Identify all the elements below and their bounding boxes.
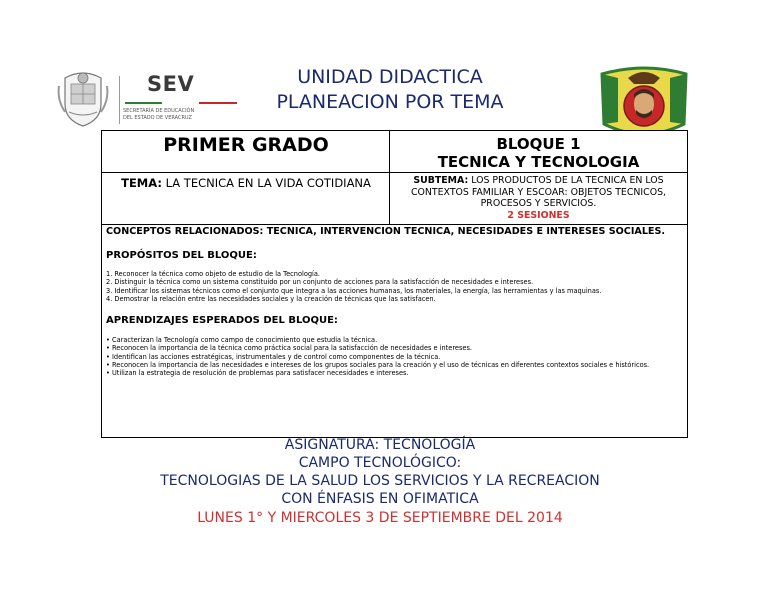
list-item: • Reconocen la importancia de la técnica como práctica social para la satisfacción de necesidades e intereses. — [106, 344, 473, 353]
topic-label: TEMA: — [121, 176, 162, 190]
block-title: TECNICA Y TECNOLOGIA — [437, 153, 640, 171]
document-title: UNIDAD DIDACTICA — [297, 66, 483, 88]
technologies-line-2: CON ÉNFASIS EN OFIMATICA — [281, 491, 479, 507]
list-item: • Caracterizan la Tecnología como campo de conocimiento que estudia la técnica. — [106, 336, 378, 345]
purposes-heading: PROPÓSITOS DEL BLOQUE: — [106, 250, 257, 261]
list-item: • Identifican las acciones estratégicas, instrumentales y de control como componentes de la técnica. — [106, 352, 441, 361]
veracruz-shield-icon — [55, 66, 111, 128]
sev-subtitle-2: DEL ESTADO DE VERACRUZ — [123, 115, 192, 121]
related-concepts: CONCEPTOS RELACIONADOS: TECNICA, INTERVENCION TECNICA, NECESIDADES E INTERESES SOCIALES. — [106, 226, 666, 237]
technologies-line-1: TECNOLOGIAS DE LA SALUD LOS SERVICIOS Y LA RECREACION — [160, 473, 600, 489]
list-item: 4. Demostrar la relación entre las necesidades sociales y la creación de técnicas que las satisfacen. — [106, 294, 436, 303]
sev-divider — [119, 76, 120, 124]
school-crest-icon — [598, 64, 690, 138]
sev-subtitle-1: SECRETARÍA DE EDUCACIÓN — [123, 108, 195, 114]
subtopic-text — [390, 173, 687, 221]
purposes-list — [106, 270, 683, 303]
topic-value: LA TECNICA EN LA VIDA COTIDIANA — [165, 176, 371, 190]
subtopic-cell — [389, 172, 688, 226]
block-cell — [389, 130, 688, 174]
field-line: CAMPO TECNOLÓGICO: — [298, 455, 462, 471]
document-subtitle: PLANEACION POR TEMA — [276, 91, 504, 113]
block-number: BLOQUE 1 — [496, 135, 581, 153]
grade-cell — [101, 130, 391, 174]
sev-wordmark: SEV — [147, 72, 195, 96]
content-cell — [101, 224, 688, 438]
topic-cell — [101, 172, 391, 226]
list-item: • Utilizan la estrategia de resolución de problemas para satisfacer necesidades e intereses. — [106, 369, 409, 378]
topic-text — [102, 173, 390, 190]
list-item: 1. Reconocer la técnica como objeto de estudio de la Tecnología. — [106, 270, 321, 278]
subject-line: ASIGNATURA: TECNOLOGÍA — [284, 437, 476, 453]
subtopic-value: LOS PRODUCTOS DE LA TECNICA EN LOS CONTEXTOS FAMILIAR Y ESCOAR: OBJETOS TECNICOS, PROCESOS Y SERVICIOS. — [410, 175, 667, 209]
list-item: 3. Identificar los sistemas técnicos como el conjunto que integra a las acciones humanas, los materiales, la energía, las herramientas y las maquinas. — [106, 286, 602, 295]
sessions-label: 2 SESIONES — [507, 209, 570, 221]
subtopic-label: SUBTEMA: — [413, 175, 469, 186]
list-item: 2. Distinguir la técnica como un sistema constituido por un conjunto de acciones para la satisfacción de necesidades e intereses. — [106, 278, 534, 287]
learning-outcomes-list — [106, 336, 683, 377]
grade-label: PRIMER GRADO — [163, 134, 329, 156]
list-item: • Reconocen la importancia de las necesidades e intereses de los grupos sociales para la creación y el uso de técnicas en diferentes contextos sociales e históricos. — [106, 361, 650, 370]
learning-outcomes-heading: APRENDIZAJES ESPERADOS DEL BLOQUE: — [106, 315, 338, 327]
date-line: LUNES 1° Y MIERCOLES 3 DE SEPTIEMBRE DEL 2014 — [197, 510, 563, 526]
